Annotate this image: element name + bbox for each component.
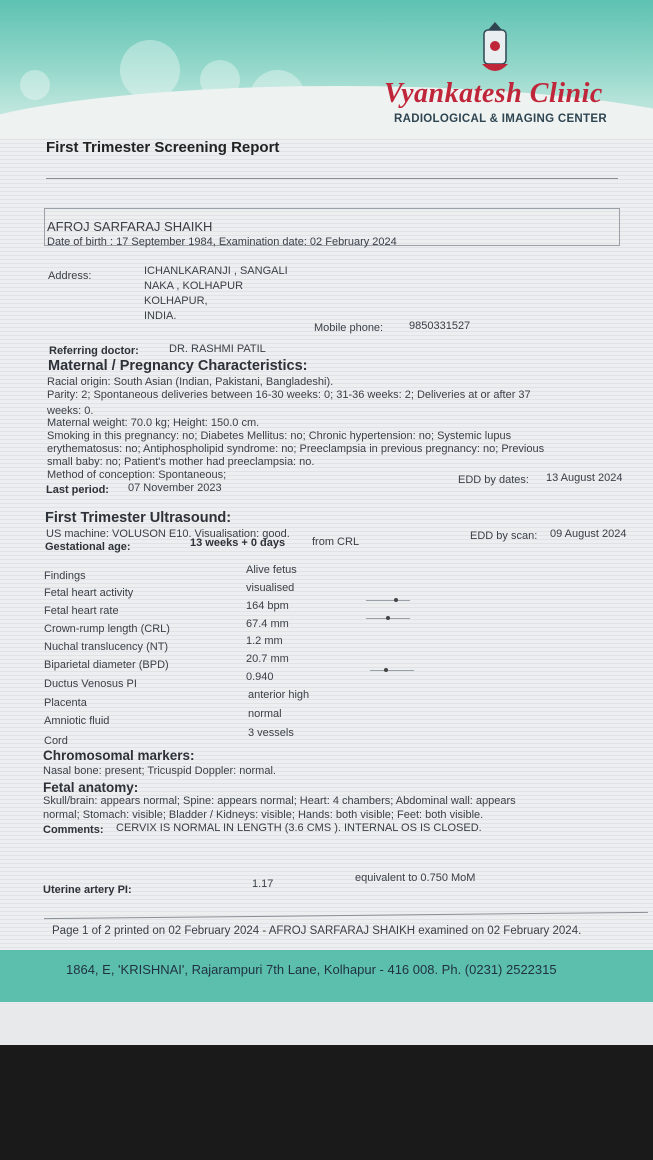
maternal-heading: Maternal / Pregnancy Characteristics:	[48, 358, 308, 374]
mobile-label: Mobile phone:	[314, 322, 384, 334]
edd-scan-value: 09 August 2024	[550, 528, 627, 540]
edd-scan-label: EDD by scan:	[470, 530, 538, 542]
maternal-line: Racial origin: South Asian (Indian, Pakistani, Bangladeshi).	[47, 376, 334, 388]
address-line: NAKA , KOLHAPUR	[144, 280, 244, 292]
address-line: KOLHAPUR,	[144, 295, 208, 307]
address-line: ICHANLKARANJI , SANGALI	[144, 265, 288, 277]
finding-label: Placenta	[44, 697, 87, 709]
uterine-equivalent: equivalent to 0.750 MoM	[355, 872, 476, 884]
maternal-line: weeks: 0.	[47, 405, 94, 417]
maternal-line: Maternal weight: 70.0 kg; Height: 150.0 cm.	[47, 417, 260, 429]
fhr-percentile-marker	[366, 600, 410, 601]
title-divider	[46, 178, 618, 179]
ga-value: 13 weeks + 0 days	[190, 537, 286, 549]
finding-value: 0.940	[246, 671, 274, 683]
finding-value: 20.7 mm	[246, 653, 289, 665]
comments-text: CERVIX IS NORMAL IN LENGTH (3.6 CMS ). INTERNAL OS IS CLOSED.	[116, 822, 482, 834]
finding-value: visualised	[246, 582, 295, 594]
finding-label: Biparietal diameter (BPD)	[44, 659, 169, 671]
finding-value: Alive fetus	[246, 564, 297, 576]
uterine-value: 1.17	[252, 878, 274, 890]
finding-label: Ductus Venosus PI	[44, 678, 137, 690]
finding-value: 164 bpm	[246, 600, 289, 612]
crl-percentile-marker	[366, 618, 410, 619]
edd-dates-value: 13 August 2024	[546, 472, 623, 484]
edd-dates-label: EDD by dates:	[458, 474, 529, 486]
anatomy-line: Skull/brain: appears normal; Spine: appears normal; Heart: 4 chambers; Abdominal wall: appears	[43, 795, 516, 807]
clinic-subtitle: RADIOLOGICAL & IMAGING CENTER	[394, 113, 607, 125]
finding-value: 1.2 mm	[246, 635, 283, 647]
address-line: INDIA.	[144, 310, 177, 322]
address-label: Address:	[48, 270, 92, 282]
finding-label: Cord	[44, 735, 68, 747]
maternal-line: Parity: 2; Spontaneous deliveries between 16-30 weeks: 0; 31-36 weeks: 2; Deliveries at or after 37	[47, 389, 531, 401]
finding-label: Crown-rump length (CRL)	[44, 623, 170, 635]
anatomy-line: normal; Stomach: visible; Bladder / Kidneys: visible; Hands: both visible; Feet: both visible.	[43, 809, 484, 821]
address-footer: 1864, E, 'KRISHNAI', Rajarampuri 7th Lane, Kolhapur - 416 008. Ph. (0231) 2522315	[66, 962, 557, 977]
finding-label: Fetal heart activity	[44, 587, 134, 599]
referring-doctor: DR. RASHMI PATIL	[169, 343, 266, 355]
anatomy-heading: Fetal anatomy:	[43, 780, 139, 795]
maternal-line: small baby: no; Patient's mother had preeclampsia: no.	[47, 456, 315, 468]
page-margin	[0, 1005, 653, 1045]
last-period-value: 07 November 2023	[128, 482, 222, 494]
finding-value: anterior high	[248, 689, 310, 701]
clinic-name: Vyankatesh Clinic	[384, 78, 603, 109]
chromosomal-heading: Chromosomal markers:	[43, 748, 195, 763]
maternal-line: Method of conception: Spontaneous;	[47, 469, 227, 481]
maternal-line: erythematosus: no; Antiphospholipid syndrome: no; Preeclampsia in previous pregnancy: no; Previous	[47, 443, 545, 455]
referring-label: Referring doctor:	[49, 345, 139, 357]
finding-label: Fetal heart rate	[44, 605, 119, 617]
comments-label: Comments:	[43, 824, 104, 836]
last-period-label: Last period:	[46, 484, 109, 496]
mobile-number: 9850331527	[409, 320, 471, 332]
patient-name: AFROJ SARFARAJ SHAIKH	[47, 219, 213, 234]
dob-exam-date: Date of birth : 17 September 1984, Examination date: 02 February 2024	[47, 236, 397, 248]
finding-label: Findings	[44, 570, 86, 582]
finding-value: normal	[248, 708, 282, 720]
us-machine: US machine: VOLUSON E10. Visualisation: good.	[46, 528, 290, 540]
ultrasound-heading: First Trimester Ultrasound:	[45, 510, 232, 526]
chromosomal-text: Nasal bone: present; Tricuspid Doppler: normal.	[43, 765, 276, 777]
finding-label: Nuchal translucency (NT)	[44, 641, 169, 653]
maternal-line: Smoking in this pregnancy: no; Diabetes Mellitus: no; Chronic hypertension: no; Systemic lupus	[47, 430, 512, 442]
ga-label: Gestational age:	[45, 541, 131, 553]
temple-logo-icon	[470, 20, 520, 80]
finding-value: 67.4 mm	[246, 618, 289, 630]
finding-value: 3 vessels	[248, 727, 294, 739]
ga-suffix: from CRL	[312, 536, 360, 548]
bpd-percentile-marker	[370, 670, 414, 671]
finding-label: Amniotic fluid	[44, 715, 110, 727]
report-title: First Trimester Screening Report	[46, 139, 280, 156]
page-footer: Page 1 of 2 printed on 02 February 2024 - AFROJ SARFARAJ SHAIKH examined on 02 February 2024.	[52, 925, 582, 937]
uterine-label: Uterine artery PI:	[43, 884, 132, 896]
